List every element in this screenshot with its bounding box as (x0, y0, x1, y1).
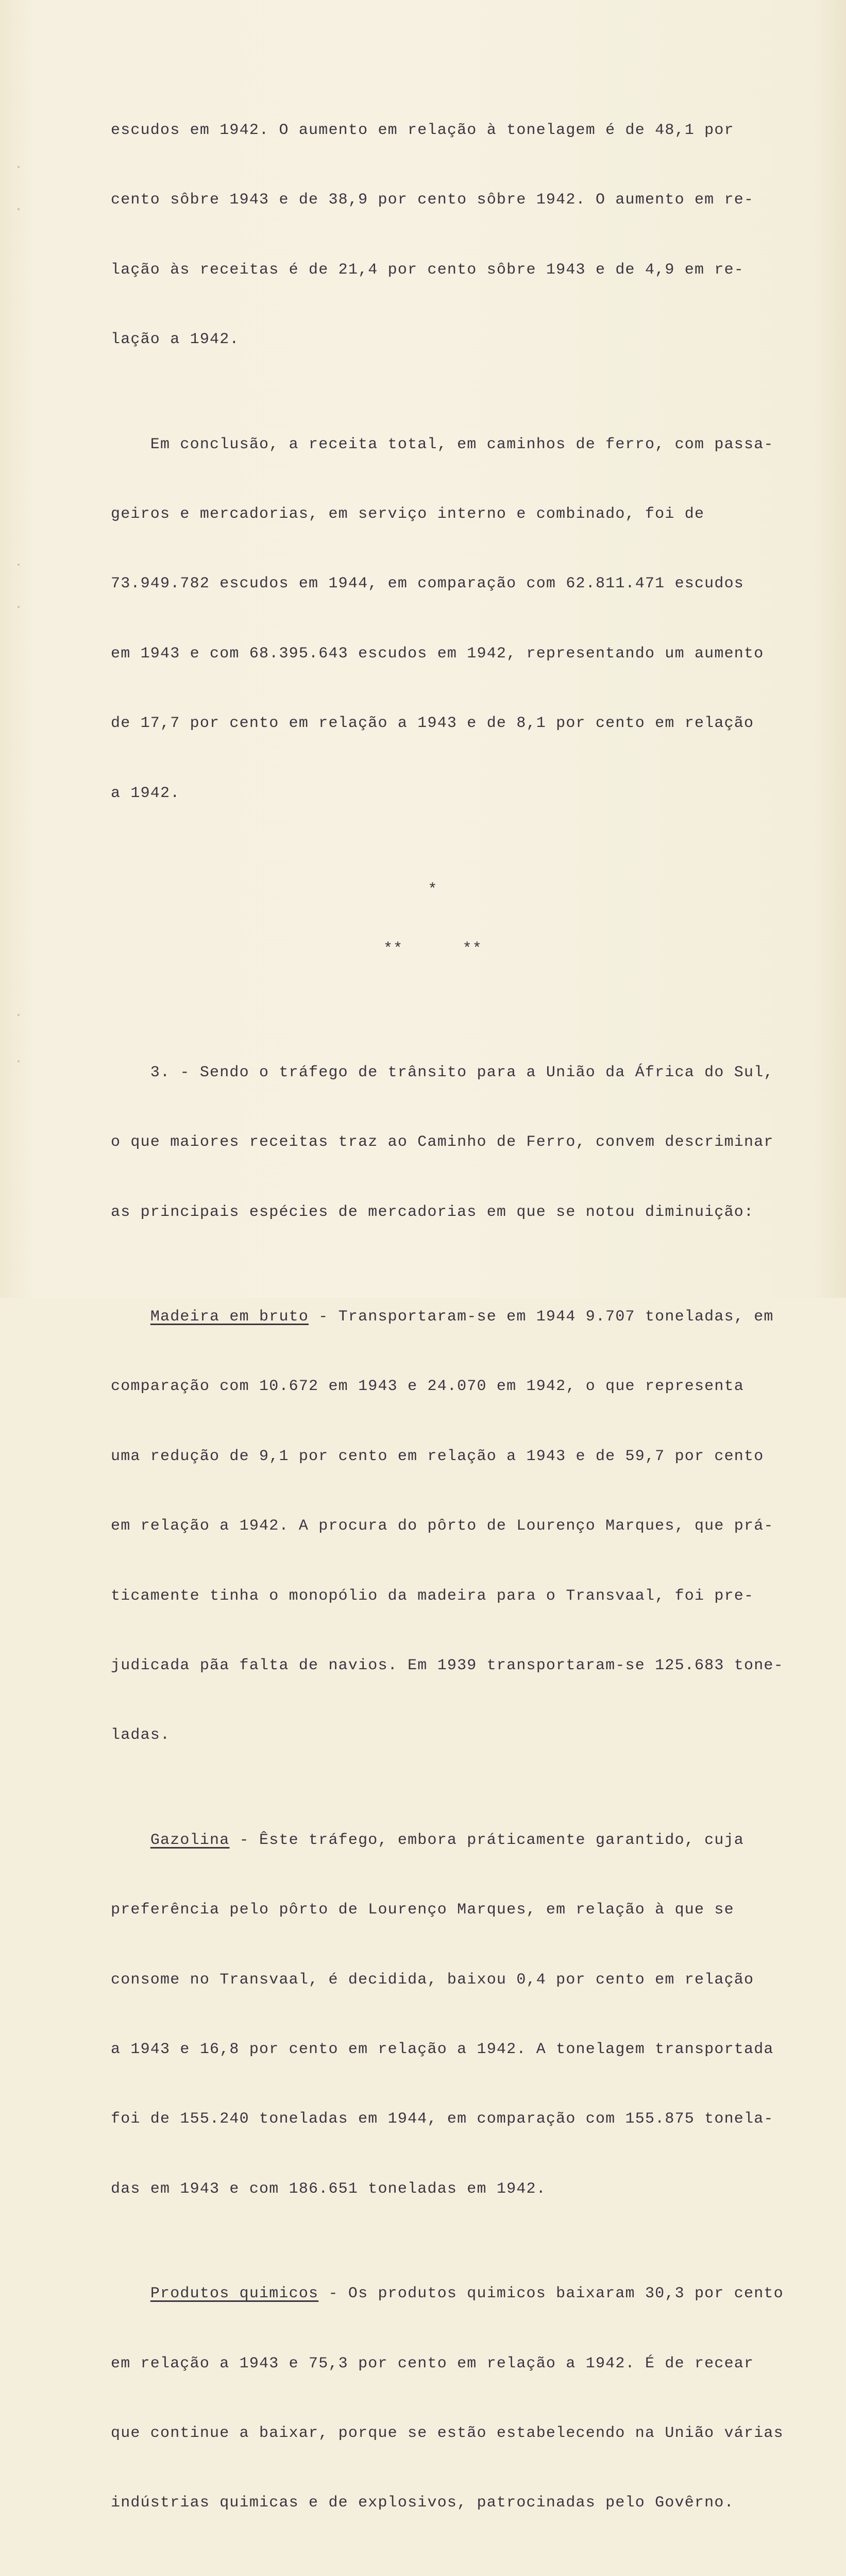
text-line: em 1943 e com 68.395.643 escudos em 1942, representando um aumento (111, 645, 764, 663)
text-line: o que maiores receitas traz ao Caminho de Ferro, convem descriminar (111, 1133, 774, 1151)
paper-mark (18, 208, 20, 210)
text-line: lação às receitas é de 21,4 por cento sôbre 1943 e de 4,9 em re- (111, 261, 744, 279)
text-line: 73.949.782 escudos em 1944, em comparação com 62.811.471 escudos (111, 575, 744, 593)
section-separator-top: * (428, 880, 438, 899)
text-line: ticamente tinha o monopólio da madeira para o Transvaal, foi pre- (111, 1587, 754, 1605)
text-line: comparação com 10.672 em 1943 e 24.070 em 1942, o que representa (111, 1378, 744, 1396)
section-quimicos-first-line (111, 2277, 811, 2311)
section-heading-gazolina: Gazolina (150, 1831, 230, 1849)
section-madeira-first-line (111, 1300, 811, 1334)
section-heading-madeira: Madeira em bruto (150, 1308, 309, 1326)
paper-mark (18, 606, 20, 608)
text-line: judicada pãa falta de navios. Em 1939 transportaram-se 125.683 tone- (111, 1657, 784, 1675)
paper-mark (18, 1060, 20, 1062)
text-line: escudos em 1942. O aumento em relação à tonelagem é de 48,1 por (111, 122, 734, 139)
text-line: 3. - Sendo o tráfego de trânsito para a União da África do Sul, (111, 1063, 774, 1081)
text-line: geiros e mercadorias, em serviço interno e combinado, foi de (111, 505, 705, 523)
text-fragment: - Os produtos quimicos baixaram 30,3 por cento (318, 2285, 784, 2303)
paper-mark (18, 564, 20, 566)
typed-text-body (111, 61, 811, 2576)
text-line: consome no Transvaal, é decidida, baixou 0,4 por cento em relação (111, 1971, 754, 1989)
text-fragment: - Transportaram-se em 1944 9.707 toneladas, em (309, 1308, 774, 1326)
text-line: que continue a baixar, porque se estão estabelecendo na União várias (111, 2424, 784, 2442)
text-line: a 1943 e 16,8 por cento em relação a 1942. A tonelagem transportada (111, 2040, 774, 2058)
section-separator-bottom: ** ** (383, 940, 483, 958)
paper-mark (18, 1014, 20, 1016)
text-line: Em conclusão, a receita total, em caminhos de ferro, com passa- (111, 435, 774, 453)
text-line: de 17,7 por cento em relação a 1943 e de 8,1 por cento em relação (111, 715, 754, 733)
text-line: ladas. (111, 1726, 171, 1744)
text-line: lação a 1942. (111, 331, 240, 349)
section-gazolina-first-line (111, 1823, 811, 1858)
paper-mark (18, 166, 20, 168)
text-line: as principais espécies de mercadorias em que se notou diminuição: (111, 1203, 754, 1221)
text-line: em relação a 1943 e 75,3 por cento em relação a 1942. É de recear (111, 2354, 754, 2372)
text-line: indústrias quimicas e de explosivos, patrocinadas pelo Govêrno. (111, 2494, 734, 2512)
section-heading-quimicos: Produtos quimicos (150, 2285, 319, 2303)
text-line: das em 1943 e com 186.651 toneladas em 1942. (111, 2180, 546, 2198)
text-line: preferência pelo pôrto de Lourenço Marques, em relação à que se (111, 1901, 734, 1919)
text-line: cento sôbre 1943 e de 38,9 por cento sôbre 1942. O aumento em re- (111, 191, 754, 209)
text-line: uma redução de 9,1 por cento em relação a 1943 e de 59,7 por cento (111, 1447, 764, 1465)
text-line: em relação a 1942. A procura do pôrto de Lourenço Marques, que prá- (111, 1517, 774, 1535)
text-line: a 1942. (111, 784, 180, 802)
text-fragment: - Êste tráfego, embora práticamente garantido, cuja (229, 1831, 744, 1849)
text-line: foi de 155.240 toneladas em 1944, em comparação com 155.875 tonela- (111, 2110, 774, 2128)
